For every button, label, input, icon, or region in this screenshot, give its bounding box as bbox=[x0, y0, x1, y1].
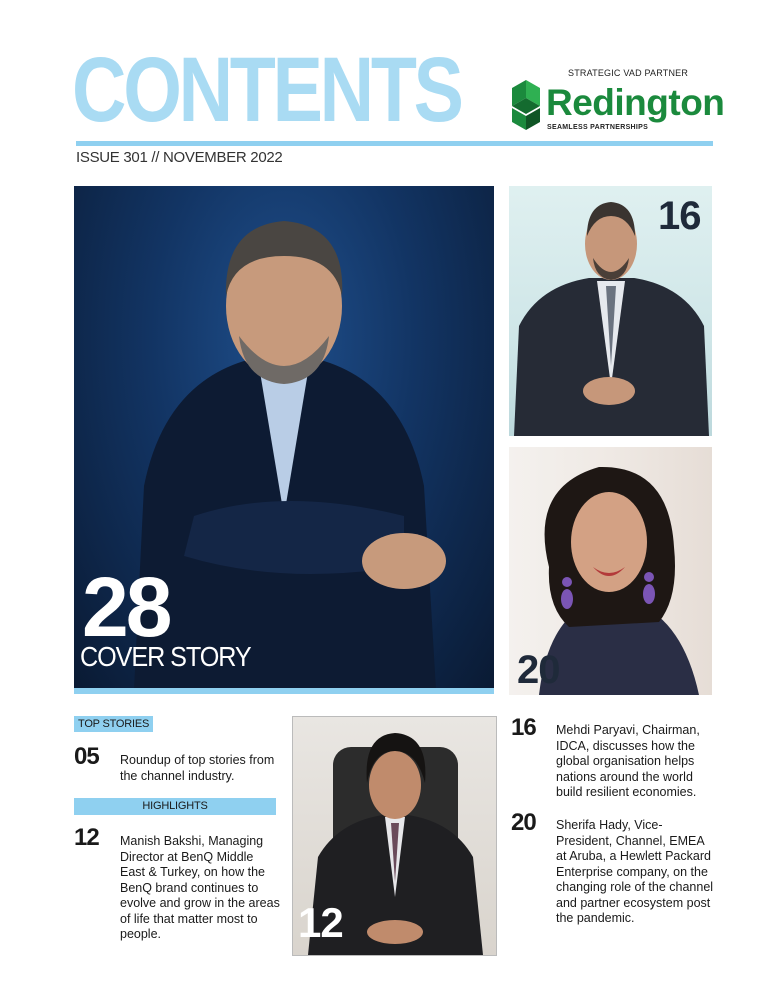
photo-20-number: 20 bbox=[517, 648, 560, 692]
redington-logo-icon[interactable] bbox=[508, 78, 542, 132]
header-rule bbox=[76, 141, 713, 146]
cover-story-label[interactable]: COVER STORY bbox=[80, 641, 251, 672]
entry-text-20[interactable]: Sherifa Hady, Vice-President, Channel, EMEA at Aruba, a Hewlett Packard Enterprise company, on the changing role of the channel and partner ecosystem post the pandemic. bbox=[556, 818, 714, 925]
highlights-tag: HIGHLIGHTS bbox=[74, 798, 276, 815]
entry-text-12[interactable]: Manish Bakshi, Managing Director at BenQ Middle East & Turkey, on how the BenQ brand continues to evolve and grow in the areas of life that matter most to people. bbox=[120, 834, 280, 941]
entry-text-05[interactable]: Roundup of top stories from the channel industry. bbox=[120, 753, 275, 783]
photo-12-number: 12 bbox=[298, 899, 343, 946]
entry-number-05: 05 bbox=[74, 743, 99, 770]
cover-page-number: 28 bbox=[82, 560, 170, 654]
entry-number-20: 20 bbox=[511, 809, 536, 836]
entry-number-16: 16 bbox=[511, 714, 536, 741]
photo-16-number: 16 bbox=[658, 194, 701, 238]
cover-accent-bar bbox=[74, 688, 494, 694]
issue-line: ISSUE 301 // NOVEMBER 2022 bbox=[76, 149, 283, 166]
entry-number-12: 12 bbox=[74, 824, 99, 851]
top-stories-tag: TOP STORIES bbox=[74, 716, 153, 732]
page-title: CONTENTS bbox=[72, 39, 461, 141]
sponsor-name[interactable]: Redington bbox=[546, 82, 725, 123]
sponsor-label: STRATEGIC VAD PARTNER bbox=[568, 68, 689, 78]
sponsor-tagline: SEAMLESS PARTNERSHIPS bbox=[547, 124, 649, 131]
entry-text-16[interactable]: Mehdi Paryavi, Chairman, IDCA, discusses how the global organisation helps nations around the world build resilient economies. bbox=[556, 723, 700, 799]
